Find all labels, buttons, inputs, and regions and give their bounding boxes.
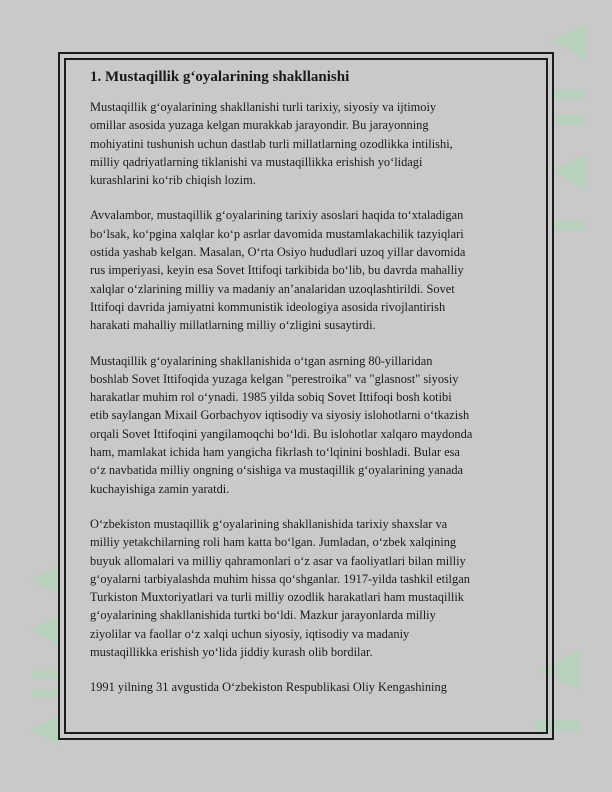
text-line: Avvalambor, mustaqillik g‘oyalarining tarixiy asoslari haqida to‘xtaladigan [90,208,464,223]
text-line: O‘zbekiston mustaqillik g‘oyalarining shakllanishida tarixiy shaxslar va [90,516,448,531]
text-line: milliy qadriyatlarning tiklanishi va mustaqillikka erishish yo‘lidagi [90,154,423,169]
text-line: ostida yashab kelgan. Masalan, O‘rta Osiyo hududlari uzoq yillar davomida [90,245,466,260]
text-line: etib saylangan Mixail Gorbachyov iqtisodiy va siyosiy islohotlarni o‘tkazish [90,408,470,423]
text-line: boshlab Sovet Ittifoqida yuzaga kelgan "perestroika" va "glasnost" siyosiy [90,371,459,386]
text-line: Ittifoqi davrida jamiyatni kommunistik ideologiya asosida rivojlantirish [90,299,446,314]
section-heading: 1. Mustaqillik g‘oyalarining shakllanishi [90,69,350,85]
text-line: g‘oyalarining shakllanishida turtki bo‘ldi. Mazkur jarayonlarda milliy [90,608,436,623]
text-line: mohiyatini tushunish uchun dastlab turli millatlarning ozodlikka intilishi, [90,136,453,151]
text-line: o‘z navbatida milliy ongning o‘sishiga va mustaqillik g‘oyalarining yanada [90,463,464,478]
text-line: Mustaqillik g‘oyalarining shakllanishi turli tarixiy, siyosiy va ijtimoiy [90,100,437,114]
text-line: xalqlar o‘zlarining milliy va madaniy an’analaridan uzoqlashtirildi. Sovet [90,281,455,296]
text-line: bo‘lsak, ko‘pgina xalqlar ko‘p asrlar davomida mustamlakachilik tazyiqlari [90,226,464,241]
text-line: kuchayishiga zamin yaratdi. [90,481,230,496]
paragraph-3 [90,352,520,498]
text-line: Mustaqillik g‘oyalarining shakllanishida o‘tgan asrning 80-yillaridan [90,353,433,368]
paragraph-5 [90,678,520,696]
text-line: orqali Sovet Ittifoqini yangilamoqchi bo‘ldi. Bu islohotlar xalqaro maydonda [90,426,473,441]
text-line: harakati mahalliy millatlarning milliy o‘zligini susaytirdi. [90,318,376,333]
paragraph-2 [90,206,520,334]
text-line: buyuk allomalari va milliy qahramonlari o‘z asar va faoliyatlari bilan milliy [90,553,466,568]
text-line: rus imperiyasi, keyin esa Sovet Ittifoqi tarkibida bo‘lib, bu davrda mahalliy [90,263,464,278]
text-line: Turkiston Muxtoriyatlari va turli milliy ozodlik harakatlari ham mustaqillik [90,590,464,605]
text-line: mustaqillikka erishish yo‘lida jiddiy kurash olib bordilar. [90,645,373,660]
paragraph-4 [90,515,520,661]
text-line: omillar asosida yuzaga kelgan murakkab jarayondir. Bu jarayonning [90,118,429,133]
text-line: milliy yetakchilarning roli ham katta bo‘lgan. Jumladan, o‘zbek xalqining [90,535,457,550]
paragraph-1 [90,98,520,189]
text-line: ziyolilar va faollar o‘z xalqi uchun siyosiy, iqtisodiy va madaniy [90,626,410,641]
text-line: 1991 yilning 31 avgustida O‘zbekiston Respublikasi Oliy Kengashining [90,680,447,695]
text-line: g‘oyalarni tarbiyalashda muhim hissa qo‘shganlar. 1917-yilda tashkil etilgan [90,571,470,586]
text-line: harakatlar muhim rol o‘ynadi. 1985 yilda sobiq Sovet Ittifoqi bosh kotibi [90,390,452,405]
text-line: ham, mamlakat ichida ham yangicha fikrlash to‘lqinini boshladi. Bular esa [90,445,460,460]
document-content [90,66,520,714]
text-line: kurashlarini ko‘rib chiqish lozim. [90,173,256,188]
